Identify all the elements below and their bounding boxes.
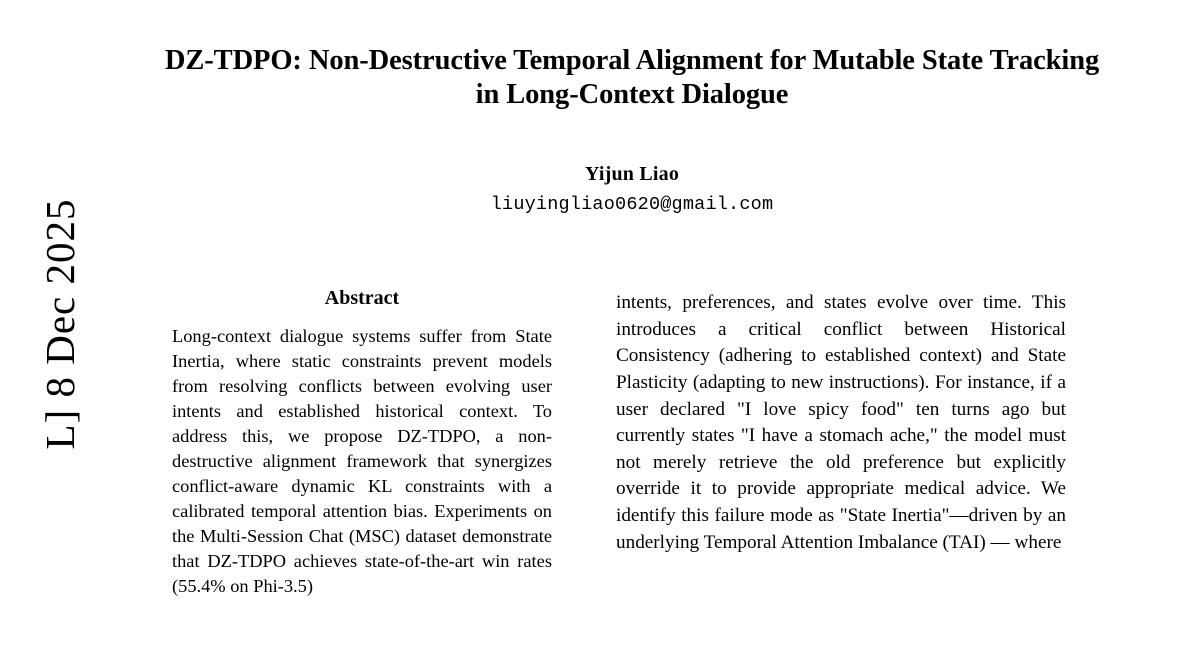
abstract-paragraph: Long-context dialogue systems suffer from State Inertia, where static constraints prevent models from resolving conflicts between evolving user intents and established historical context. To address this, we propose DZ-TDPO, a non-destructive alignment framework that synergizes conflict-aware dynamic KL constraints with a calibrated temporal attention bias. Experiments on the Multi-Session Chat (MSC) dataset demonstrate that DZ-TDPO achieves state-of-the-art win rates (55.4% on Phi-3.5) — [172, 326, 552, 596]
abstract-column — [172, 287, 552, 598]
page-title: DZ-TDPO: Non-Destructive Temporal Alignment for Mutable State Tracking in Long-Context Dialogue — [164, 45, 1100, 110]
author-email: liuyingliao0620@gmail.com — [490, 194, 774, 216]
paper-page — [110, 0, 1200, 648]
abstract-heading: Abstract — [324, 287, 400, 310]
arxiv-stamp — [0, 0, 110, 648]
introduction-column — [616, 287, 1066, 598]
arxiv-stamp-text: L] 8 Dec 2025 — [37, 198, 83, 450]
introduction-paragraph: intents, preferences, and states evolve over time. This introduces a critical conflict between Historical Consistency (adhering to established context) and State Plasticity (adapting to new instructions). For instance, if a user declared "I love spicy food" ten turns ago but currently states "I have a stomach ache," the model must not merely retrieve the old preference but explicitly override it to provide appropriate medical advice. We identify this failure mode as "State Inertia"—driven by an underlying Temporal Attention Imbalance (TAI) — where — [616, 292, 1066, 553]
author-block — [152, 163, 1112, 215]
two-column-body — [110, 287, 1200, 598]
author-name: Yijun Liao — [584, 163, 680, 186]
